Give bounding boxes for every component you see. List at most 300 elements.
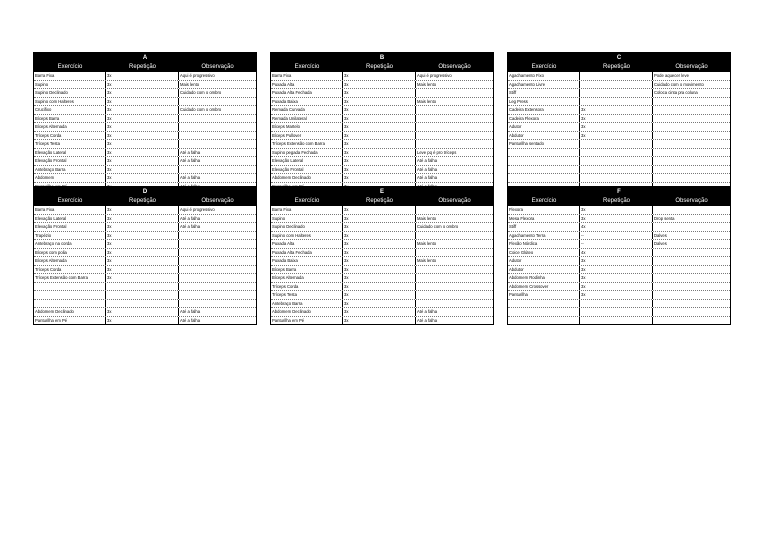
exercise-cell [508,308,580,316]
repetition-cell: 3x [343,72,416,80]
column-headers [508,197,730,206]
column-headers [34,197,256,206]
observation-header: Observação [675,198,708,204]
observation-cell: Dalves [654,232,667,238]
observation-cell [653,257,730,265]
repetition-cell: 3x [580,106,653,114]
observation-cell [179,240,256,248]
exercise-cell [508,149,580,157]
observation-cell [179,283,256,291]
repetition-cell: 3x [106,106,179,114]
observation-cell [416,291,493,299]
observation-cell [653,308,730,316]
exercise-cell: Bíceps Alternada [34,257,106,265]
table-row [271,89,493,98]
repetition-cell: 3x [343,98,416,106]
table-row [271,232,493,241]
table-row [271,300,493,309]
workout-sheet [270,52,494,191]
exercise-cell [508,157,580,165]
exercise-header: Exercício [57,64,83,70]
observation-cell [653,106,730,114]
observation-cell: Cuidado com o ombro [180,90,222,95]
table-row [508,149,730,158]
table-row [34,174,256,183]
table-row [34,81,256,90]
table-row [34,98,256,107]
table-row [508,123,730,132]
observation-cell [416,132,493,140]
observation-cell: Até a falha [180,158,201,163]
repetition-cell: 3x [343,274,416,282]
observation-cell [179,123,256,131]
repetition-header: Repetição [602,64,631,70]
exercise-cell: Remada Unilateral [271,115,343,123]
repetition-cell [580,140,653,148]
repetition-cell: 3x [106,149,179,157]
repetition-cell: 3x [580,283,653,291]
repetition-cell: 3x [106,166,179,174]
observation-cell [179,232,256,240]
exercise-cell: Coice Glúteo [508,249,580,257]
table-row [34,89,256,98]
repetition-cell: 3x [580,206,653,214]
table-row [508,240,730,249]
repetition-cell: 3x [106,81,179,89]
sheet-letter: A [34,53,256,63]
table-row [271,123,493,132]
repetition-cell: 3x [580,266,653,274]
exercise-cell: Elevação Lateral [271,157,343,165]
exercise-cell: Agachamento Livre [508,81,580,89]
observation-cell [179,140,256,148]
sheet-letter: E [271,187,493,197]
exercise-header: Exercício [531,198,557,204]
exercise-cell: Trapézio [34,232,106,240]
repetition-cell: 3x [343,257,416,265]
exercise-cell: Elevação Frontal [271,166,343,174]
observation-cell: Leve pq é pro tríceps [417,149,457,155]
observation-cell [653,283,730,291]
table-row [34,123,256,132]
table-row [271,72,493,81]
sheet-letter: F [508,187,730,197]
table-row [34,215,256,224]
exercise-header: Exercício [294,198,320,204]
repetition-cell: 3x [580,132,653,140]
exercise-header: Exercício [294,64,320,70]
observation-cell [179,98,256,106]
table-row [271,132,493,141]
observation-cell: Drop senta [654,215,675,221]
observation-header: Observação [438,198,471,204]
exercise-cell: Tríceps Corda [34,266,106,274]
table-row [508,157,730,166]
table-row [508,223,730,232]
repetition-cell: 3x [106,240,179,248]
table-row [34,157,256,166]
observation-cell [179,115,256,123]
observation-cell: Até a falha [417,309,438,314]
observation-header: Observação [438,64,471,70]
column-headers [508,63,730,72]
repetition-cell: 3x [343,249,416,257]
repetition-cell: 3x [343,115,416,123]
exercise-cell [508,317,580,325]
workout-sheet [507,186,731,325]
table-row [508,81,730,90]
exercise-cell: Abdutor [508,266,580,274]
repetition-header: Repetição [365,64,394,70]
repetition-cell: 3x [580,274,653,282]
observation-cell [653,123,730,131]
observation-cell: Até a falha [417,175,438,180]
table-row [508,291,730,300]
repetition-cell [580,149,653,157]
repetition-cell: 3x [106,266,179,274]
repetition-cell [580,89,653,97]
exercise-cell: Barra Fixa [271,206,343,214]
observation-cell: Mais lento [417,98,437,104]
exercise-cell: Adutor [508,123,580,131]
repetition-cell [580,81,653,89]
repetition-cell: 3x [343,81,416,89]
observation-cell [653,132,730,140]
repetition-cell: 3x [580,257,653,265]
table-row [508,115,730,124]
exercise-cell: Tríceps Extensão com Barra [271,140,343,148]
table-row [271,317,493,325]
table-row [508,249,730,258]
exercise-cell: Puxada Alta [271,240,343,248]
repetition-cell: 3x [343,166,416,174]
repetition-header: Repetição [128,64,157,70]
observation-cell [179,257,256,265]
repetition-cell: 3x [106,317,179,325]
observation-cell: Até a falha [180,215,201,221]
observation-cell: Cuidado com o ombro [417,224,459,229]
table-row [34,232,256,241]
repetition-cell: 3x [106,140,179,148]
exercise-cell: Flexora [508,206,580,214]
table-row [271,266,493,275]
table-row [271,166,493,175]
exercise-cell: Supino com Halteres [34,98,106,106]
repetition-cell: 3x [343,308,416,316]
exercise-cell: Bíceps Barra [34,115,106,123]
table-row [508,300,730,309]
table-row [271,98,493,107]
table-row [34,106,256,115]
sheet-letter: D [34,187,256,197]
repetition-header: Repetição [365,198,394,204]
repetition-cell: 3x [106,206,179,214]
repetition-cell: 3x [106,215,179,223]
repetition-header: Repetição [602,198,631,204]
observation-cell: Pode aquecer leve [654,73,689,78]
table-row [508,232,730,241]
repetition-cell: 3x [106,98,179,106]
observation-cell [653,274,730,282]
observation-cell [416,274,493,282]
exercise-cell: Elevação Frontal [34,157,106,165]
repetition-cell: 3x [106,157,179,165]
table-row [34,166,256,175]
observation-cell [653,249,730,257]
table-row [508,89,730,98]
exercise-cell: Supino com Halteres [271,232,343,240]
observation-header: Observação [201,198,234,204]
table-row [271,291,493,300]
repetition-cell: 3x [343,300,416,308]
table-row [508,166,730,175]
exercise-cell: Flexão Nórdica [508,240,580,248]
observation-cell: Coloca cinta pra coluna [654,90,698,95]
column-headers [34,63,256,72]
table-row [271,308,493,317]
observation-cell: Até a falha [417,158,438,163]
exercise-cell: Supino [34,81,106,89]
observation-cell: Dalves [654,241,667,246]
repetition-cell: 4x [580,249,653,257]
exercise-cell: Panturilha [508,291,580,299]
table-row [34,223,256,232]
repetition-cell: 3x [106,249,179,257]
repetition-cell: 3x [343,157,416,165]
table-row [34,317,256,325]
exercise-cell: Elevação Lateral [34,149,106,157]
observation-cell [653,149,730,157]
table-row [34,72,256,81]
repetition-cell: 3x [580,215,653,223]
repetition-cell: -- [580,232,653,240]
exercise-cell: Agachamento Fixo [508,72,580,80]
table-row [508,206,730,215]
exercise-cell [34,283,106,291]
workout-sheet [507,52,731,191]
observation-header: Observação [675,64,708,70]
observation-cell [653,317,730,325]
exercise-cell: Abdomem [34,174,106,182]
observation-cell [179,274,256,282]
exercise-cell: Barra Fixa [34,72,106,80]
observation-cell: Cuidado com o movimento [654,81,704,87]
table-row [508,257,730,266]
exercise-cell: Abdomem Declinado [34,308,106,316]
exercise-cell: Mesa Flexora [508,215,580,223]
table-row [271,257,493,266]
table-row [271,215,493,224]
observation-cell: Até a falha [180,317,201,323]
repetition-cell [106,291,179,299]
observation-cell [416,140,493,148]
repetition-cell [580,317,653,325]
table-row [508,215,730,224]
repetition-cell: 3x [343,132,416,140]
observation-cell [653,98,730,106]
exercise-cell: Tríceps Testa [271,291,343,299]
exercise-cell: Elevação Lateral [34,215,106,223]
table-row [508,317,730,325]
table-row [34,149,256,158]
workout-sheet [270,186,494,325]
table-row [508,266,730,275]
observation-cell [416,232,493,240]
exercise-cell: Supino Declinado [34,89,106,97]
table-row [271,240,493,249]
exercise-cell: Antebraço Barra [271,300,343,308]
column-headers [271,197,493,206]
table-row [508,140,730,149]
column-headers [271,63,493,72]
observation-cell [653,291,730,299]
exercise-cell: Puxada Baixa [271,257,343,265]
exercise-cell: Bíceps Alternada [271,274,343,282]
table-row [271,115,493,124]
repetition-cell: 3x [343,283,416,291]
table-row [271,206,493,215]
exercise-cell: Stiff [508,89,580,97]
observation-cell [179,166,256,174]
exercise-cell: Cadeira Flexora [508,115,580,123]
observation-cell [653,166,730,174]
observation-cell: Cuidado com o ombro [180,107,222,112]
exercise-cell: Tríceps Corda [271,283,343,291]
table-row [271,81,493,90]
repetition-cell: 3x [580,291,653,299]
observation-cell [653,266,730,274]
repetition-cell: 3x [343,215,416,223]
observation-cell: Até a falha [417,166,438,172]
repetition-cell: 3x [106,232,179,240]
observation-cell: Até a falha [180,309,201,314]
table-row [271,149,493,158]
exercise-cell: Cadeira Extensora [508,106,580,114]
table-row [34,308,256,317]
observation-cell: Mais lento [417,258,437,263]
table-row [271,223,493,232]
table-row [508,72,730,81]
exercise-cell [508,174,580,182]
table-row [34,266,256,275]
exercise-cell: Tríceps Extensão com Barra [34,274,106,282]
table-row [34,249,256,258]
observation-header: Observação [201,64,234,70]
exercise-cell: Abdomem Crossover [508,283,580,291]
repetition-cell: 3x [343,240,416,248]
repetition-cell: 3x [343,223,416,231]
exercise-cell: Supino [271,215,343,223]
observation-cell: Até a falha [417,317,438,323]
table-row [271,140,493,149]
observation-cell [416,206,493,214]
exercise-cell: Bíceps Barra [271,266,343,274]
exercise-cell: Abdomem Declinado [271,308,343,316]
repetition-cell [580,157,653,165]
exercise-cell: Crucifixo [34,106,106,114]
observation-cell [416,266,493,274]
observation-cell: Mais lento [417,215,437,221]
workout-sheet [33,186,257,325]
table-row [271,106,493,115]
exercise-cell: Panturilha em Pé [34,317,106,325]
observation-cell: Até a falha [180,175,201,180]
table-row [508,283,730,292]
exercise-cell: Antebraço na corda [34,240,106,248]
table-row [34,132,256,141]
table-row [34,300,256,309]
repetition-cell: 3x [106,89,179,97]
exercise-cell: Supino Declinado [271,223,343,231]
exercise-cell: Puxada Baixa [271,98,343,106]
observation-cell [416,123,493,131]
observation-cell [653,140,730,148]
observation-cell [416,283,493,291]
sheet-letter: C [508,53,730,63]
repetition-cell: 3x [343,89,416,97]
exercise-cell: Agachamento Terra [508,232,580,240]
repetition-cell: 3x [343,266,416,274]
exercise-cell: Tríceps Corda [34,132,106,140]
observation-cell: Até a falha [180,149,201,155]
exercise-cell: Bíceps Martelo [271,123,343,131]
workout-sheet [33,52,257,191]
table-row [508,132,730,141]
exercise-cell: Adutor [508,257,580,265]
exercise-cell: Leg Press [508,98,580,106]
observation-cell [653,174,730,182]
repetition-cell: 3x [106,223,179,231]
observation-cell [179,132,256,140]
exercise-cell: Puxada Alta Fechada [271,89,343,97]
repetition-cell: 3x [106,257,179,265]
exercise-header: Exercício [57,198,83,204]
table-row [34,140,256,149]
table-row [271,283,493,292]
table-row [34,206,256,215]
observation-cell: Mais lento [180,81,200,87]
exercise-cell: Stiff [508,223,580,231]
repetition-cell: 3x [106,274,179,282]
exercise-cell: Tríceps Testa [34,140,106,148]
observation-cell: Mais lento [417,81,437,87]
repetition-cell [580,308,653,316]
repetition-cell: 3x [343,232,416,240]
exercise-cell: Abdomem Rodinha [508,274,580,282]
observation-cell [416,115,493,123]
table-row [508,174,730,183]
repetition-cell: 3x [343,106,416,114]
repetition-cell: 3x [106,72,179,80]
repetition-cell [580,174,653,182]
exercise-cell: Puxada Alta Fechada [271,249,343,257]
exercise-header: Exercício [531,64,557,70]
repetition-cell [580,98,653,106]
observation-cell [416,89,493,97]
exercise-cell: Barra Fixa [34,206,106,214]
observation-cell [653,157,730,165]
observation-cell [653,300,730,308]
exercise-cell: Puxada Alta [271,81,343,89]
repetition-header: Repetição [128,198,157,204]
table-row [271,274,493,283]
exercise-cell: Panturilha sentado [508,140,580,148]
repetition-cell: 3x [343,149,416,157]
exercise-cell [34,291,106,299]
exercise-cell: Elevação Frontal [34,223,106,231]
repetition-cell [580,166,653,174]
exercise-cell [508,166,580,174]
